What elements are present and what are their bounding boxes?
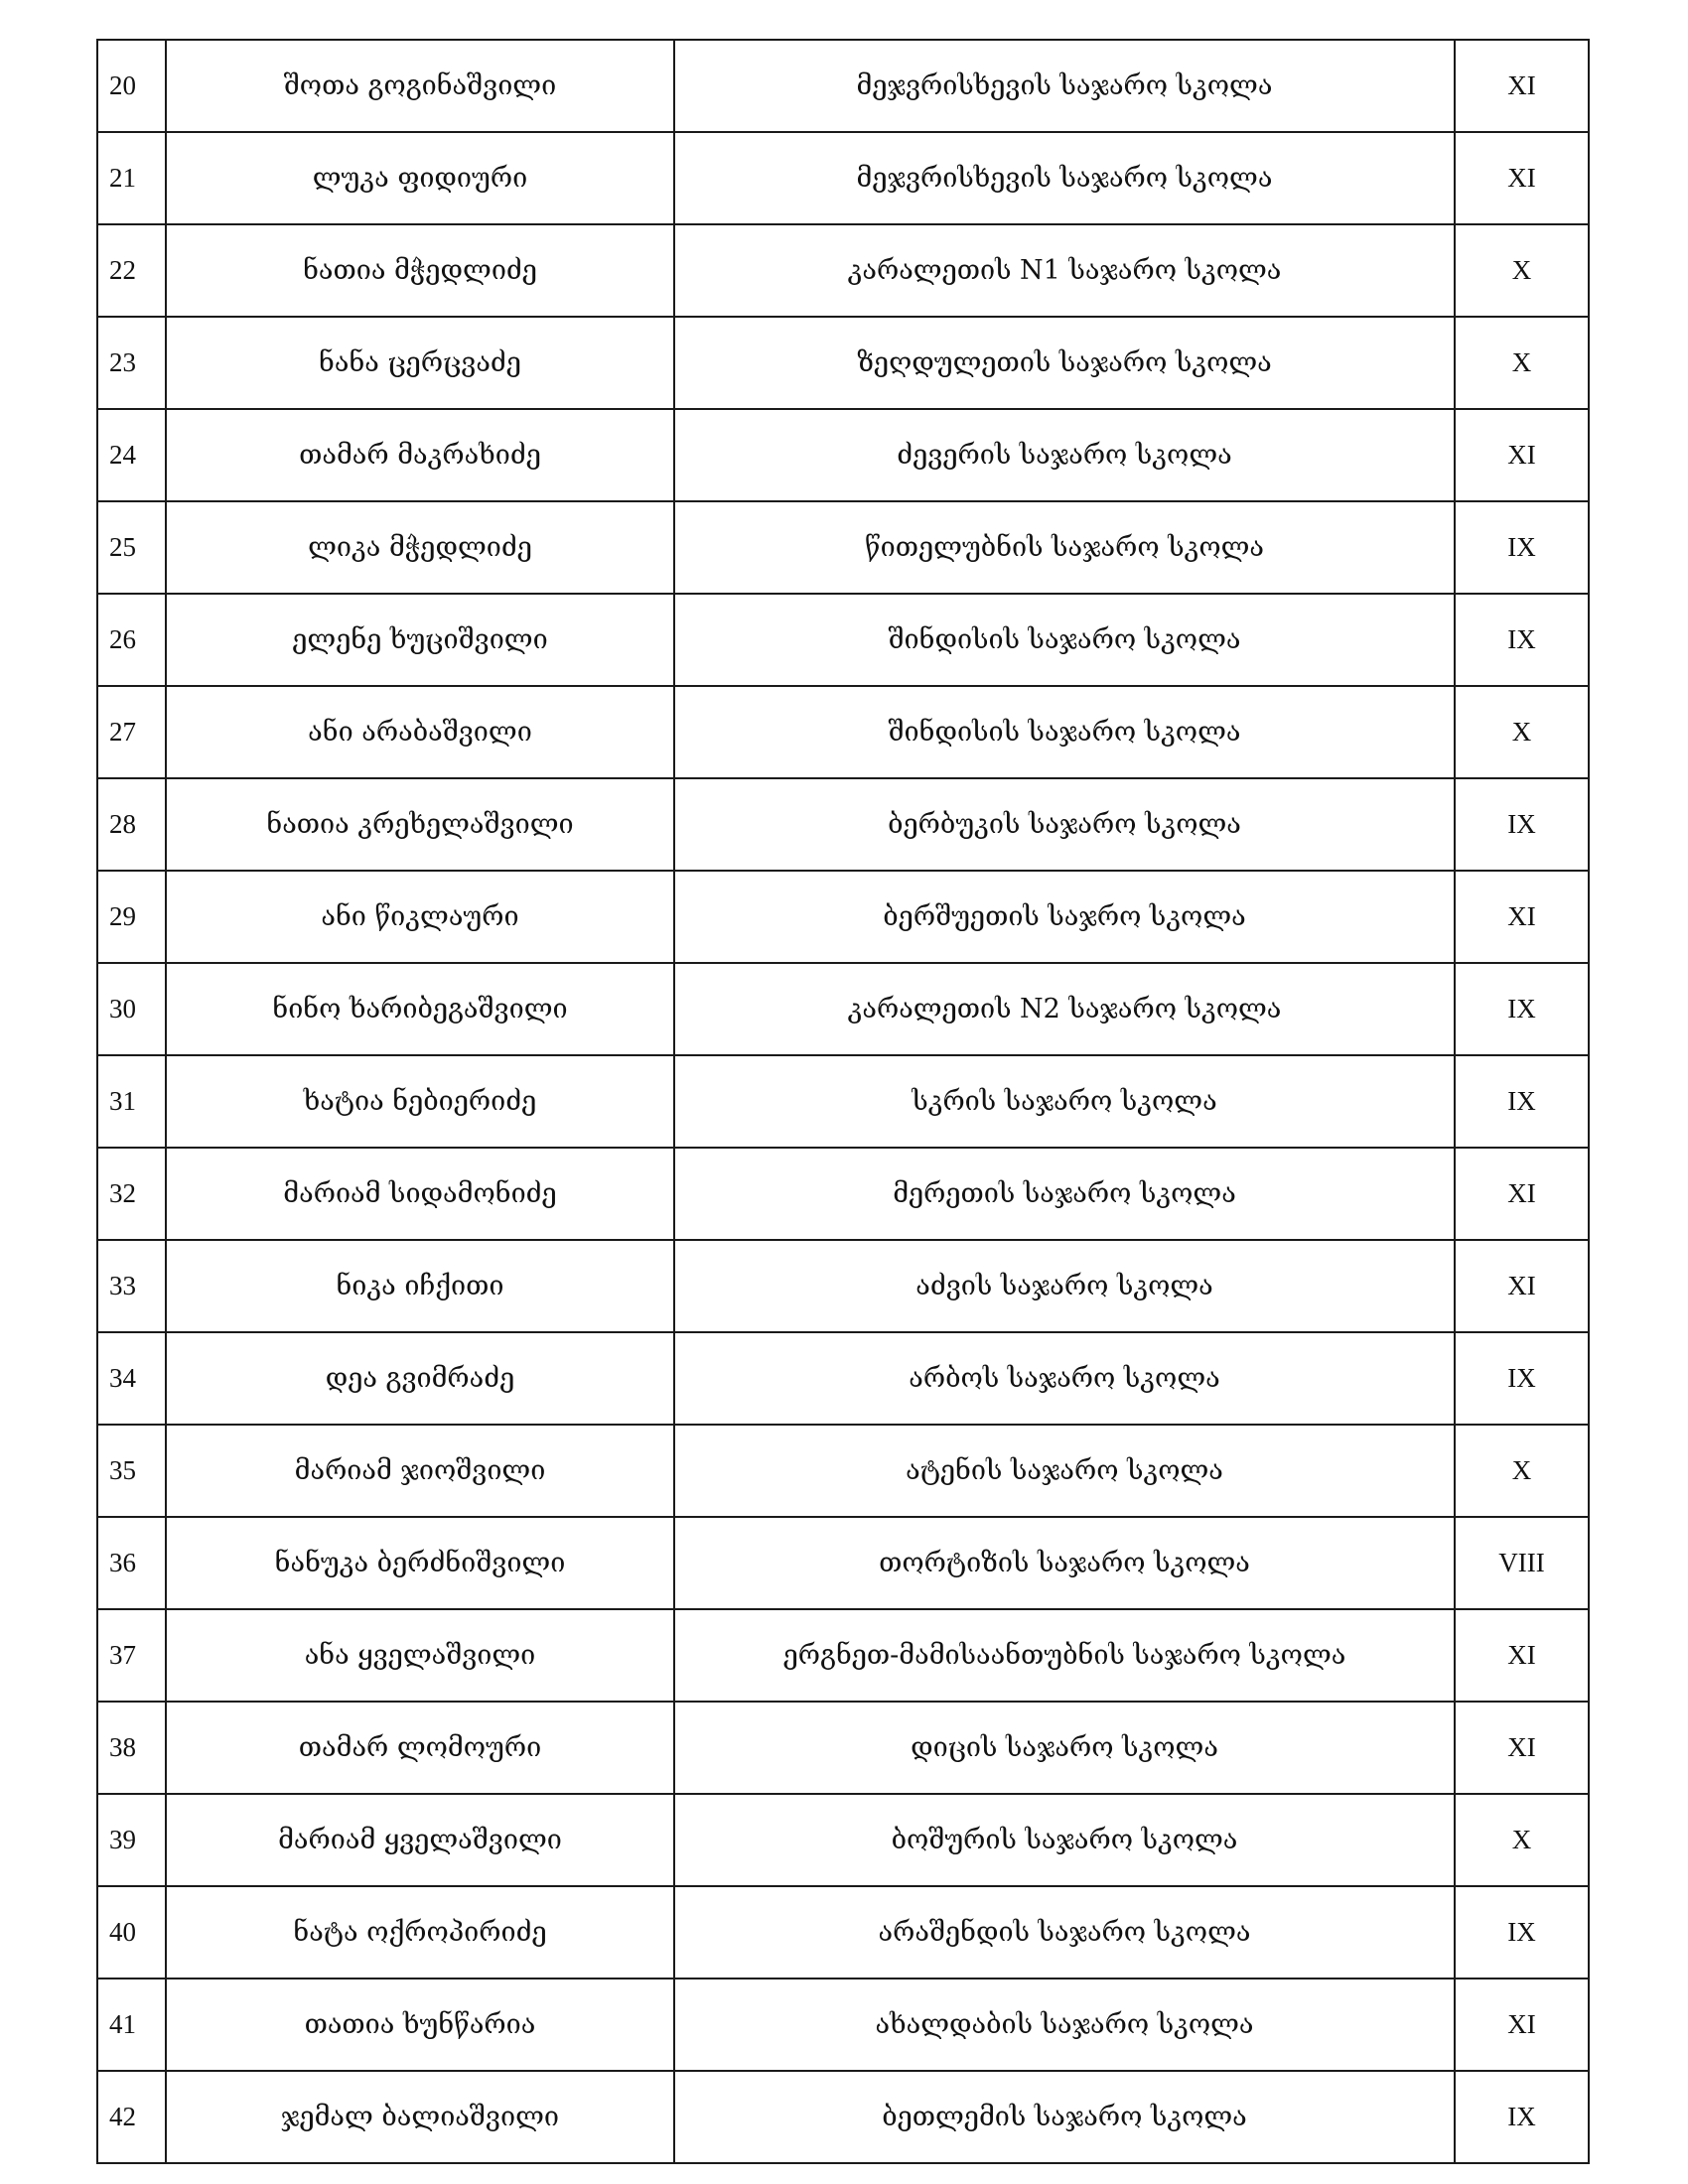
grade-cell: X <box>1455 224 1589 317</box>
row-number-cell: 35 <box>97 1425 166 1517</box>
row-number-cell: 31 <box>97 1055 166 1148</box>
table-row <box>97 132 1589 224</box>
participants-table-body <box>97 40 1589 2163</box>
row-number-cell: 39 <box>97 1794 166 1886</box>
grade-cell: IX <box>1455 2071 1589 2163</box>
row-number-cell: 23 <box>97 317 166 409</box>
table-row <box>97 501 1589 594</box>
student-name-cell: ანი არაბაშვილი <box>166 686 674 778</box>
row-number-cell: 29 <box>97 871 166 963</box>
school-name-cell: ბოშურის საჯარო სკოლა <box>674 1794 1455 1886</box>
row-number-cell: 33 <box>97 1240 166 1332</box>
student-name-cell: თამარ მაკრახიძე <box>166 409 674 501</box>
school-name-cell: ზეღდულეთის საჯარო სკოლა <box>674 317 1455 409</box>
grade-cell: XI <box>1455 1148 1589 1240</box>
row-number-cell: 36 <box>97 1517 166 1609</box>
row-number-cell: 41 <box>97 1979 166 2071</box>
student-name-cell: ანა ყველაშვილი <box>166 1609 674 1702</box>
school-name-cell: თორტიზის საჯარო სკოლა <box>674 1517 1455 1609</box>
grade-cell: XI <box>1455 1702 1589 1794</box>
school-name-cell: არაშენდის საჯარო სკოლა <box>674 1886 1455 1979</box>
school-name-cell: კარალეთის N2 საჯარო სკოლა <box>674 963 1455 1055</box>
student-name-cell: ელენე ხუციშვილი <box>166 594 674 686</box>
school-name-cell: სკრის საჯარო სკოლა <box>674 1055 1455 1148</box>
row-number-cell: 37 <box>97 1609 166 1702</box>
grade-cell: XI <box>1455 132 1589 224</box>
student-name-cell: თათია ხუნწარია <box>166 1979 674 2071</box>
school-name-cell: ატენის საჯარო სკოლა <box>674 1425 1455 1517</box>
school-name-cell: მეჯვრისხევის საჯარო სკოლა <box>674 40 1455 132</box>
student-name-cell: ხატია ნებიერიძე <box>166 1055 674 1148</box>
student-name-cell: ჯემალ ბალიაშვილი <box>166 2071 674 2163</box>
row-number-cell: 24 <box>97 409 166 501</box>
grade-cell: XI <box>1455 1979 1589 2071</box>
table-row <box>97 871 1589 963</box>
school-name-cell: კარალეთის N1 საჯარო სკოლა <box>674 224 1455 317</box>
table-row <box>97 317 1589 409</box>
table-row <box>97 778 1589 871</box>
row-number-cell: 32 <box>97 1148 166 1240</box>
student-name-cell: მარიამ ჯიოშვილი <box>166 1425 674 1517</box>
student-name-cell: ნიკა იჩქითი <box>166 1240 674 1332</box>
row-number-cell: 21 <box>97 132 166 224</box>
table-row <box>97 409 1589 501</box>
table-row <box>97 1886 1589 1979</box>
school-name-cell: მეჯვრისხევის საჯარო სკოლა <box>674 132 1455 224</box>
student-name-cell: მარიამ სიდამონიძე <box>166 1148 674 1240</box>
student-name-cell: ნათია კრეხელაშვილი <box>166 778 674 871</box>
grade-cell: XI <box>1455 409 1589 501</box>
table-row <box>97 1240 1589 1332</box>
table-row <box>97 2071 1589 2163</box>
row-number-cell: 20 <box>97 40 166 132</box>
grade-cell: IX <box>1455 778 1589 871</box>
row-number-cell: 22 <box>97 224 166 317</box>
school-name-cell: წითელუბნის საჯარო სკოლა <box>674 501 1455 594</box>
row-number-cell: 27 <box>97 686 166 778</box>
school-name-cell: ახალდაბის საჯარო სკოლა <box>674 1979 1455 2071</box>
grade-cell: X <box>1455 1794 1589 1886</box>
school-name-cell: ბერშუეთის საჯრო სკოლა <box>674 871 1455 963</box>
grade-cell: IX <box>1455 963 1589 1055</box>
grade-cell: IX <box>1455 501 1589 594</box>
row-number-cell: 34 <box>97 1332 166 1425</box>
grade-cell: XI <box>1455 1609 1589 1702</box>
student-name-cell: ნინო ხარიბეგაშვილი <box>166 963 674 1055</box>
student-name-cell: ნანუკა ბერძნიშვილი <box>166 1517 674 1609</box>
school-name-cell: ბეთლემის საჯარო სკოლა <box>674 2071 1455 2163</box>
row-number-cell: 28 <box>97 778 166 871</box>
row-number-cell: 30 <box>97 963 166 1055</box>
row-number-cell: 25 <box>97 501 166 594</box>
grade-cell: XI <box>1455 40 1589 132</box>
table-row <box>97 686 1589 778</box>
row-number-cell: 40 <box>97 1886 166 1979</box>
table-row <box>97 1794 1589 1886</box>
grade-cell: X <box>1455 686 1589 778</box>
student-name-cell: ანი წიკლაური <box>166 871 674 963</box>
school-name-cell: ერგნეთ-მამისაანთუბნის საჯარო სკოლა <box>674 1609 1455 1702</box>
grade-cell: IX <box>1455 1332 1589 1425</box>
school-name-cell: აძვის საჯარო სკოლა <box>674 1240 1455 1332</box>
student-name-cell: ნათია მჭედლიძე <box>166 224 674 317</box>
row-number-cell: 26 <box>97 594 166 686</box>
table-row <box>97 1979 1589 2071</box>
table-row <box>97 1425 1589 1517</box>
grade-cell: IX <box>1455 1055 1589 1148</box>
table-row <box>97 1609 1589 1702</box>
table-row <box>97 963 1589 1055</box>
grade-cell: XI <box>1455 1240 1589 1332</box>
table-row <box>97 594 1589 686</box>
school-name-cell: შინდისის საჯარო სკოლა <box>674 594 1455 686</box>
row-number-cell: 42 <box>97 2071 166 2163</box>
student-name-cell: ნატა ოქროპირიძე <box>166 1886 674 1979</box>
student-name-cell: დეა გვიმრაძე <box>166 1332 674 1425</box>
school-name-cell: დიცის საჯარო სკოლა <box>674 1702 1455 1794</box>
grade-cell: IX <box>1455 594 1589 686</box>
student-name-cell: ლიკა მჭედლიძე <box>166 501 674 594</box>
school-name-cell: არბოს საჯარო სკოლა <box>674 1332 1455 1425</box>
student-name-cell: შოთა გოგინაშვილი <box>166 40 674 132</box>
student-name-cell: ლუკა ფიდიური <box>166 132 674 224</box>
row-number-cell: 38 <box>97 1702 166 1794</box>
school-name-cell: მერეთის საჯარო სკოლა <box>674 1148 1455 1240</box>
student-name-cell: მარიამ ყველაშვილი <box>166 1794 674 1886</box>
grade-cell: X <box>1455 317 1589 409</box>
grade-cell: VIII <box>1455 1517 1589 1609</box>
table-row <box>97 1148 1589 1240</box>
student-name-cell: თამარ ლომოური <box>166 1702 674 1794</box>
grade-cell: IX <box>1455 1886 1589 1979</box>
table-row <box>97 1517 1589 1609</box>
participants-table <box>96 39 1590 2164</box>
table-row <box>97 1702 1589 1794</box>
table-row <box>97 224 1589 317</box>
grade-cell: XI <box>1455 871 1589 963</box>
school-name-cell: ძევერის საჯარო სკოლა <box>674 409 1455 501</box>
table-row <box>97 1055 1589 1148</box>
student-name-cell: ნანა ცერცვაძე <box>166 317 674 409</box>
table-row <box>97 1332 1589 1425</box>
table-row <box>97 40 1589 132</box>
school-name-cell: შინდისის საჯარო სკოლა <box>674 686 1455 778</box>
school-name-cell: ბერბუკის საჯარო სკოლა <box>674 778 1455 871</box>
grade-cell: X <box>1455 1425 1589 1517</box>
